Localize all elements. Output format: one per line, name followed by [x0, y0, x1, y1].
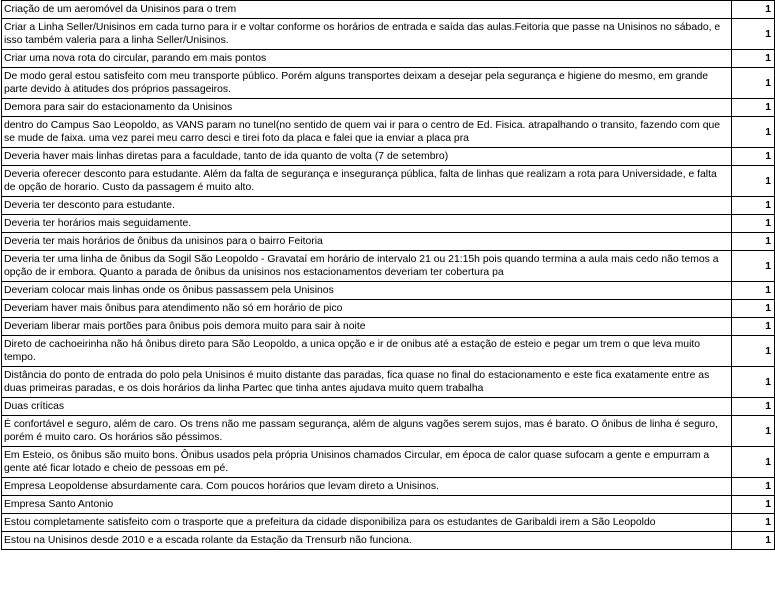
- count-cell[interactable]: 1: [732, 367, 775, 398]
- table-row[interactable]: [2, 166, 775, 197]
- comment-cell[interactable]: Deveria ter mais horários de ônibus da unisinos para o bairro Feitoria: [2, 233, 732, 251]
- count-cell[interactable]: 1: [732, 514, 775, 532]
- table-row[interactable]: [2, 318, 775, 336]
- table-row[interactable]: [2, 496, 775, 514]
- comment-cell[interactable]: Em Esteio, os ônibus são muito bons. Ônibus usados pela própria Unisinos chamados Circular, em época de calor quase sufocam a gente e empurram a gente até ficar lotado e cheio de pessoas em pé.: [2, 447, 732, 478]
- table-row[interactable]: [2, 336, 775, 367]
- table-row[interactable]: [2, 398, 775, 416]
- table-row[interactable]: [2, 148, 775, 166]
- table-row[interactable]: [2, 68, 775, 99]
- table-row[interactable]: [2, 99, 775, 117]
- table-row[interactable]: [2, 514, 775, 532]
- table-row[interactable]: [2, 447, 775, 478]
- comment-cell[interactable]: É confortável e seguro, além de caro. Os trens não me passam segurança, além de alguns vagões serem sujos, mas é barato. O ônibus de linha é seguro, porém é muito caro. Os horários são péssimos.: [2, 416, 732, 447]
- count-cell[interactable]: 1: [732, 300, 775, 318]
- count-cell[interactable]: 1: [732, 318, 775, 336]
- comment-cell[interactable]: dentro do Campus Sao Leopoldo, as VANS param no tunel(no sentido de quem vai ir para o centro de Ed. Fisica. atrapalhando o transito, fazendo com que se mude de faixa. uma vez parei meu carro desci e tirei foto da placa e falei que ia enviar a placa pra: [2, 117, 732, 148]
- comments-table-body: [2, 1, 775, 550]
- table-row[interactable]: [2, 1, 775, 19]
- comment-cell[interactable]: Deveriam colocar mais linhas onde os ônibus passassem pela Unisinos: [2, 282, 732, 300]
- comment-cell[interactable]: Empresa Santo Antonio: [2, 496, 732, 514]
- comment-cell[interactable]: Deveria ter uma linha de ônibus da Sogil São Leopoldo - Gravataí em horário de intervalo 21 ou 21:15h pois quando termina a aula mais cedo não temos a opção de ir embora. Quanto a parada de ônibus da unisinos nos estacionamentos deveriam ter cobertura pa: [2, 251, 732, 282]
- table-row[interactable]: [2, 282, 775, 300]
- count-cell[interactable]: 1: [732, 496, 775, 514]
- comment-cell[interactable]: Deveria ter desconto para estudante.: [2, 197, 732, 215]
- count-cell[interactable]: 1: [732, 50, 775, 68]
- count-cell[interactable]: 1: [732, 398, 775, 416]
- count-cell[interactable]: 1: [732, 251, 775, 282]
- comment-cell[interactable]: De modo geral estou satisfeito com meu transporte público. Porém alguns transportes deixam a desejar pela segurança e higiene do mesmo, em grande parte devido à atitudes dos próprios passageiros.: [2, 68, 732, 99]
- comment-cell[interactable]: Deveria haver mais linhas diretas para a faculdade, tanto de ida quanto de volta (7 de setembro): [2, 148, 732, 166]
- count-cell[interactable]: 1: [732, 197, 775, 215]
- comments-table: [1, 0, 775, 550]
- count-cell[interactable]: 1: [732, 478, 775, 496]
- table-row[interactable]: [2, 367, 775, 398]
- comment-cell[interactable]: Criar a Linha Seller/Unisinos em cada turno para ir e voltar conforme os horários de entrada e saída das aulas.Feitoria que passe na Unisinos no sábado, e isso também valeria para a linha Seller/Unisinos.: [2, 19, 732, 50]
- count-cell[interactable]: 1: [732, 416, 775, 447]
- count-cell[interactable]: 1: [732, 117, 775, 148]
- comment-cell[interactable]: Criar uma nova rota do circular, parando em mais pontos: [2, 50, 732, 68]
- comment-cell[interactable]: Distância do ponto de entrada do polo pela Unisinos é muito distante das paradas, fica quase no final do estacionamento e este fica exatamente entre as duas primeiras paradas, e os dois horários da linha Partec que tinha antes ajudava muito quem trabalha: [2, 367, 732, 398]
- table-row[interactable]: [2, 197, 775, 215]
- comment-cell[interactable]: Deveria ter horários mais seguidamente.: [2, 215, 732, 233]
- table-row[interactable]: [2, 251, 775, 282]
- count-cell[interactable]: 1: [732, 447, 775, 478]
- comment-cell[interactable]: Deveriam liberar mais portões para ônibus pois demora muito para sair à noite: [2, 318, 732, 336]
- comment-cell[interactable]: Demora para sair do estacionamento da Unisinos: [2, 99, 732, 117]
- count-cell[interactable]: 1: [732, 336, 775, 367]
- comment-cell[interactable]: Direto de cachoeirinha não há ônibus direto para São Leopoldo, a unica opção e ir de onibus até a estação de esteio e pegar um trem o que leva muito tempo.: [2, 336, 732, 367]
- count-cell[interactable]: 1: [732, 1, 775, 19]
- count-cell[interactable]: 1: [732, 282, 775, 300]
- comment-cell[interactable]: Deveria oferecer desconto para estudante. Além da falta de segurança e insegurança pública, falta de linhas que realizam a rota para Universidade, e falta de opção de horario. Custo da passagem é muito alto.: [2, 166, 732, 197]
- count-cell[interactable]: 1: [732, 68, 775, 99]
- count-cell[interactable]: 1: [732, 532, 775, 550]
- comment-cell[interactable]: Empresa Leopoldense absurdamente cara. Com poucos horários que levam direto a Unisinos.: [2, 478, 732, 496]
- comment-cell[interactable]: Criação de um aeromóvel da Unisinos para o trem: [2, 1, 732, 19]
- count-cell[interactable]: 1: [732, 19, 775, 50]
- table-row[interactable]: [2, 117, 775, 148]
- count-cell[interactable]: 1: [732, 148, 775, 166]
- table-row[interactable]: [2, 416, 775, 447]
- comment-cell[interactable]: Deveriam haver mais ônibus para atendimento não só em horário de pico: [2, 300, 732, 318]
- table-row[interactable]: [2, 19, 775, 50]
- table-row[interactable]: [2, 532, 775, 550]
- comment-cell[interactable]: Estou completamente satisfeito com o trasporte que a prefeitura da cidade disponibiliza para os estudantes de Garibaldi irem a São Leopoldo: [2, 514, 732, 532]
- count-cell[interactable]: 1: [732, 166, 775, 197]
- table-row[interactable]: [2, 215, 775, 233]
- count-cell[interactable]: 1: [732, 99, 775, 117]
- table-row[interactable]: [2, 233, 775, 251]
- table-row[interactable]: [2, 478, 775, 496]
- count-cell[interactable]: 1: [732, 233, 775, 251]
- table-row[interactable]: [2, 300, 775, 318]
- table-row[interactable]: [2, 50, 775, 68]
- comment-cell[interactable]: Duas críticas: [2, 398, 732, 416]
- comment-cell[interactable]: Estou na Unisinos desde 2010 e a escada rolante da Estação da Trensurb não funciona.: [2, 532, 732, 550]
- count-cell[interactable]: 1: [732, 215, 775, 233]
